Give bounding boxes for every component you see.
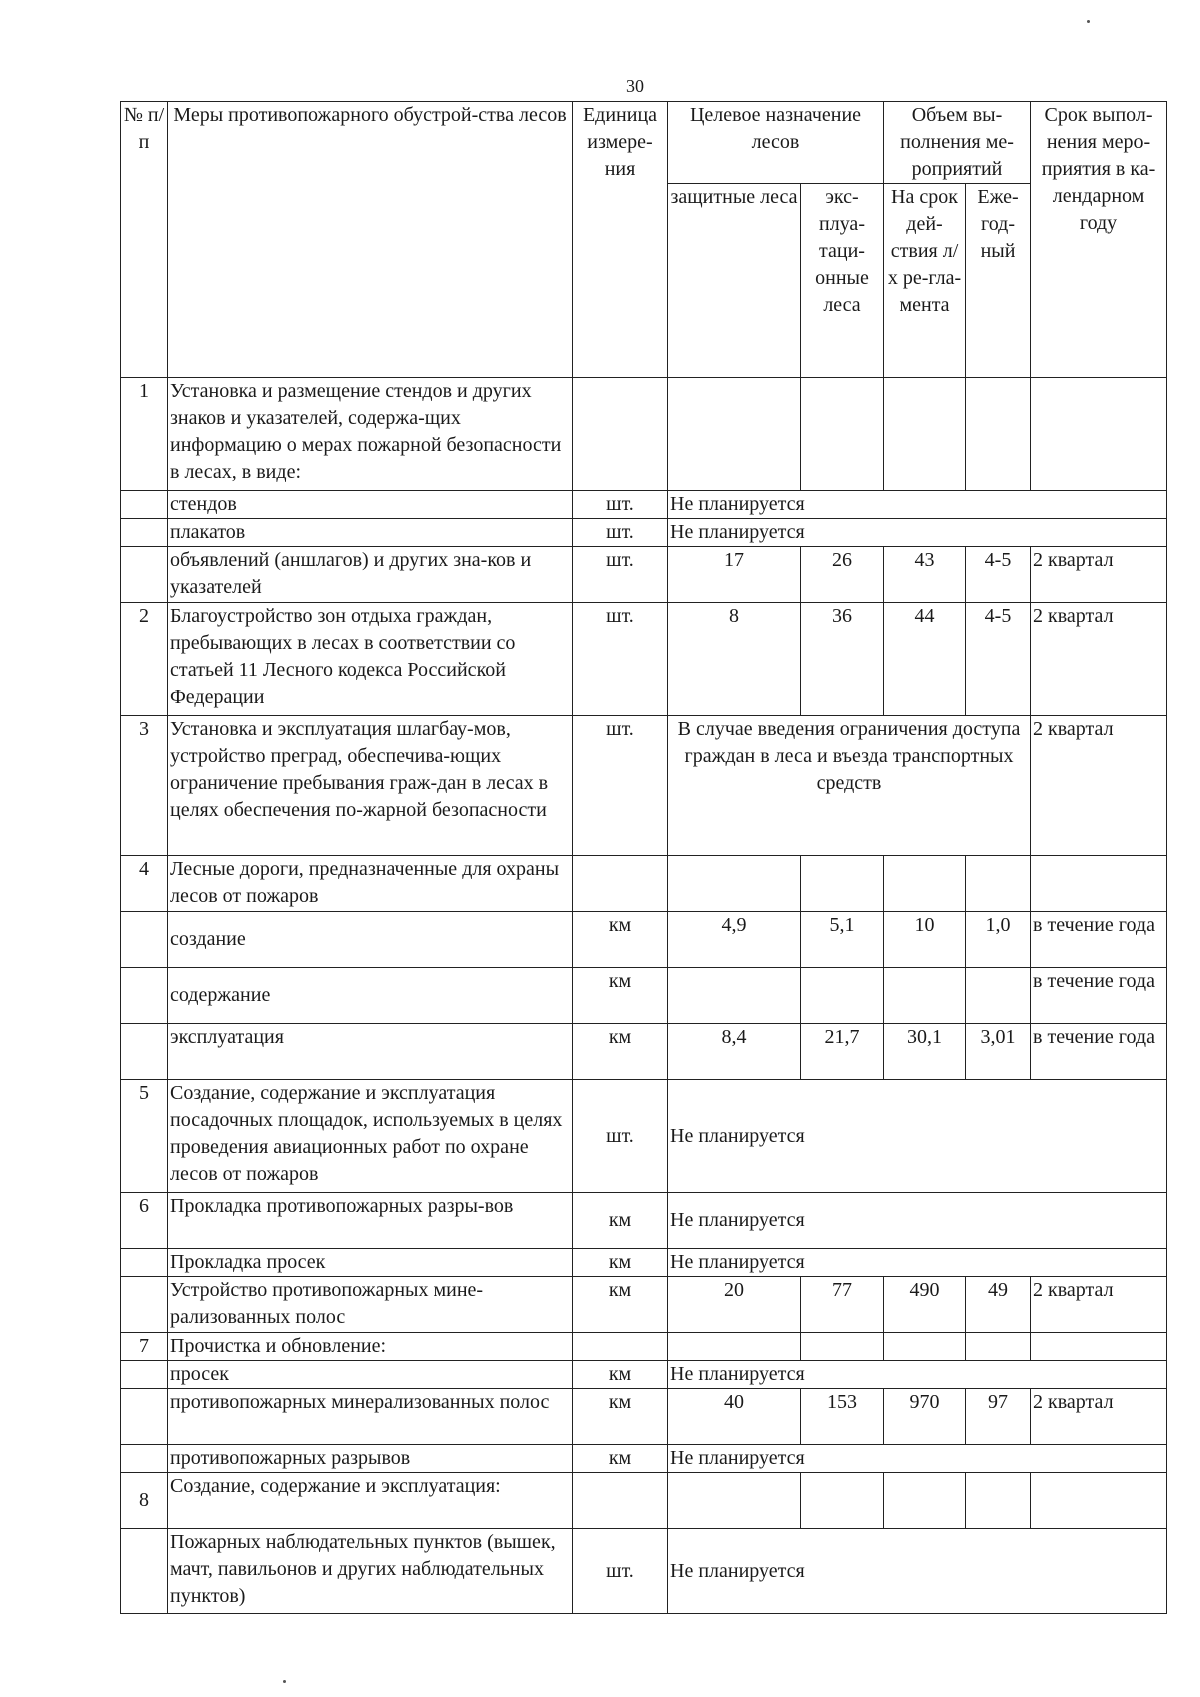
- unit-cell: км: [573, 1445, 668, 1473]
- measure-title: просек: [168, 1361, 573, 1389]
- header-unit: Единица измере-ния: [573, 102, 668, 378]
- table-row: [121, 547, 1167, 603]
- restriction-note: В случае введения ограничения доступа граждан в леса и въезда транспортных средств: [668, 716, 1031, 856]
- table-row: [121, 716, 1167, 856]
- plan-note: Не планируется: [668, 519, 1167, 547]
- row-number: 2: [121, 603, 168, 716]
- measure-title: Прокладка противопожарных разры-вов: [168, 1193, 573, 1249]
- total-value: 30,1: [884, 1024, 966, 1080]
- table-row: [121, 519, 1167, 547]
- total-value: 43: [884, 547, 966, 603]
- measure-title: создание: [168, 912, 573, 968]
- total-value: 970: [884, 1389, 966, 1445]
- deadline-value: 2 квартал: [1031, 603, 1167, 716]
- table-row: [121, 603, 1167, 716]
- table-row: [121, 1333, 1167, 1361]
- unit-cell: шт.: [573, 547, 668, 603]
- table-row: [121, 968, 1167, 1024]
- deadline-value: в течение года: [1031, 1024, 1167, 1080]
- row-number: 3: [121, 716, 168, 856]
- scan-speck: [283, 1680, 286, 1683]
- unit-cell: км: [573, 968, 668, 1024]
- deadline-value: в течение года: [1031, 968, 1167, 1024]
- table-row: [121, 1529, 1167, 1614]
- table-row: [121, 1249, 1167, 1277]
- unit-cell: шт.: [573, 603, 668, 716]
- plan-note: Не планируется: [668, 1361, 1167, 1389]
- measure-title: объявлений (аншлагов) и других зна-ков и указателей: [168, 547, 573, 603]
- scan-speck: [1087, 20, 1090, 23]
- header-row-1: [121, 102, 1167, 184]
- total-value: 10: [884, 912, 966, 968]
- row-number: 1: [121, 378, 168, 491]
- total-value: 490: [884, 1277, 966, 1333]
- measure-title: стендов: [168, 491, 573, 519]
- row-number: 7: [121, 1333, 168, 1361]
- annual-value: 1,0: [966, 912, 1031, 968]
- header-volume: Объем вы-полнения ме-роприятий: [884, 102, 1031, 184]
- unit-cell: км: [573, 1024, 668, 1080]
- header-term-total: На срок дей-ствия л/х ре-гла-мента: [884, 184, 966, 378]
- exploitation-value: 153: [801, 1389, 884, 1445]
- measure-title: противопожарных разрывов: [168, 1445, 573, 1473]
- annual-value: 3,01: [966, 1024, 1031, 1080]
- exploitation-value: 26: [801, 547, 884, 603]
- annual-value: 4-5: [966, 547, 1031, 603]
- unit-cell: км: [573, 912, 668, 968]
- fire-prevention-table: [120, 101, 1167, 1614]
- deadline-value: в течение года: [1031, 912, 1167, 968]
- measure-title: Создание, содержание и эксплуатация посадочных площадок, используемых в целях проведения авиационных работ по охране лесов от пожаров: [168, 1080, 573, 1193]
- unit-cell: км: [573, 1389, 668, 1445]
- total-value: 44: [884, 603, 966, 716]
- protective-value: 8: [668, 603, 801, 716]
- unit-cell: шт.: [573, 491, 668, 519]
- plan-note: Не планируется: [668, 1080, 1167, 1193]
- header-purpose: Целевое назначение лесов: [668, 102, 884, 184]
- measure-title: Прокладка просек: [168, 1249, 573, 1277]
- measure-title: эксплуатация: [168, 1024, 573, 1080]
- table-row: [121, 856, 1167, 912]
- header-num: № п/п: [121, 102, 168, 378]
- table-row: [121, 1445, 1167, 1473]
- table-row: [121, 1024, 1167, 1080]
- measure-title: Прочистка и обновление:: [168, 1333, 573, 1361]
- plan-note: Не планируется: [668, 1193, 1167, 1249]
- exploitation-value: 36: [801, 603, 884, 716]
- unit-cell: км: [573, 1277, 668, 1333]
- header-protective: защитные леса: [668, 184, 801, 378]
- measure-title: Пожарных наблюдательных пунктов (вышек, мачт, павильонов и других наблюдательных пунктов): [168, 1529, 573, 1614]
- measure-title: плакатов: [168, 519, 573, 547]
- deadline-value: 2 квартал: [1031, 1277, 1167, 1333]
- unit-cell: шт.: [573, 519, 668, 547]
- plan-note: Не планируется: [668, 491, 1167, 519]
- measure-title: Устройство противопожарных мине-рализованных полос: [168, 1277, 573, 1333]
- table-row: [121, 1277, 1167, 1333]
- unit-cell: шт.: [573, 1529, 668, 1614]
- measure-title: противопожарных минерализованных полос: [168, 1389, 573, 1445]
- protective-value: 20: [668, 1277, 801, 1333]
- unit-cell: шт.: [573, 1080, 668, 1193]
- exploitation-value: 21,7: [801, 1024, 884, 1080]
- deadline-value: 2 квартал: [1031, 547, 1167, 603]
- deadline-value: 2 квартал: [1031, 716, 1167, 856]
- header-annual: Еже-год-ный: [966, 184, 1031, 378]
- plan-note: Не планируется: [668, 1249, 1167, 1277]
- header-measures: Меры противопожарного обустрой-ства лесов: [168, 102, 573, 378]
- header-exploitation: экс-плуа-таци-онные леса: [801, 184, 884, 378]
- protective-value: 8,4: [668, 1024, 801, 1080]
- table-row: [121, 491, 1167, 519]
- page-number: 30: [626, 76, 644, 96]
- unit-cell: шт.: [573, 716, 668, 856]
- annual-value: 49: [966, 1277, 1031, 1333]
- table-row: [121, 1193, 1167, 1249]
- annual-value: 97: [966, 1389, 1031, 1445]
- table-row: [121, 912, 1167, 968]
- protective-value: 4,9: [668, 912, 801, 968]
- unit-cell: км: [573, 1361, 668, 1389]
- table-row: [121, 1473, 1167, 1529]
- unit-cell: км: [573, 1193, 668, 1249]
- measure-title: Благоустройство зон отдыха граждан, пребывающих в лесах в соответствии со статьей 11 Лесного кодекса Российской Федерации: [168, 603, 573, 716]
- table-row: [121, 1361, 1167, 1389]
- protective-value: 40: [668, 1389, 801, 1445]
- measure-title: Установка и размещение стендов и других знаков и указателей, содержа-щих информацию о мерах пожарной безопасности в лесах, в виде:: [168, 378, 573, 491]
- header-deadline: Срок выпол-нения меро-приятия в ка-лендарном году: [1031, 102, 1167, 378]
- row-number: 4: [121, 856, 168, 912]
- plan-note: Не планируется: [668, 1445, 1167, 1473]
- row-number: 6: [121, 1193, 168, 1249]
- row-number: 5: [121, 1080, 168, 1193]
- plan-note: Не планируется: [668, 1529, 1167, 1614]
- measure-title: Лесные дороги, предназначенные для охраны лесов от пожаров: [168, 856, 573, 912]
- deadline-value: 2 квартал: [1031, 1389, 1167, 1445]
- measure-title: Установка и эксплуатация шлагбау-мов, устройство преград, обеспечива-ющих ограничение пребывания граж-дан в лесах в целях обеспечения по-жарной безопасности: [168, 716, 573, 856]
- exploitation-value: 5,1: [801, 912, 884, 968]
- protective-value: 17: [668, 547, 801, 603]
- table-row: [121, 1080, 1167, 1193]
- table-row: [121, 378, 1167, 491]
- measure-title: содержание: [168, 968, 573, 1024]
- measure-title: Создание, содержание и эксплуатация:: [168, 1473, 573, 1529]
- table-row: [121, 1389, 1167, 1445]
- exploitation-value: 77: [801, 1277, 884, 1333]
- unit-cell: км: [573, 1249, 668, 1277]
- row-number: 8: [121, 1473, 168, 1529]
- annual-value: 4-5: [966, 603, 1031, 716]
